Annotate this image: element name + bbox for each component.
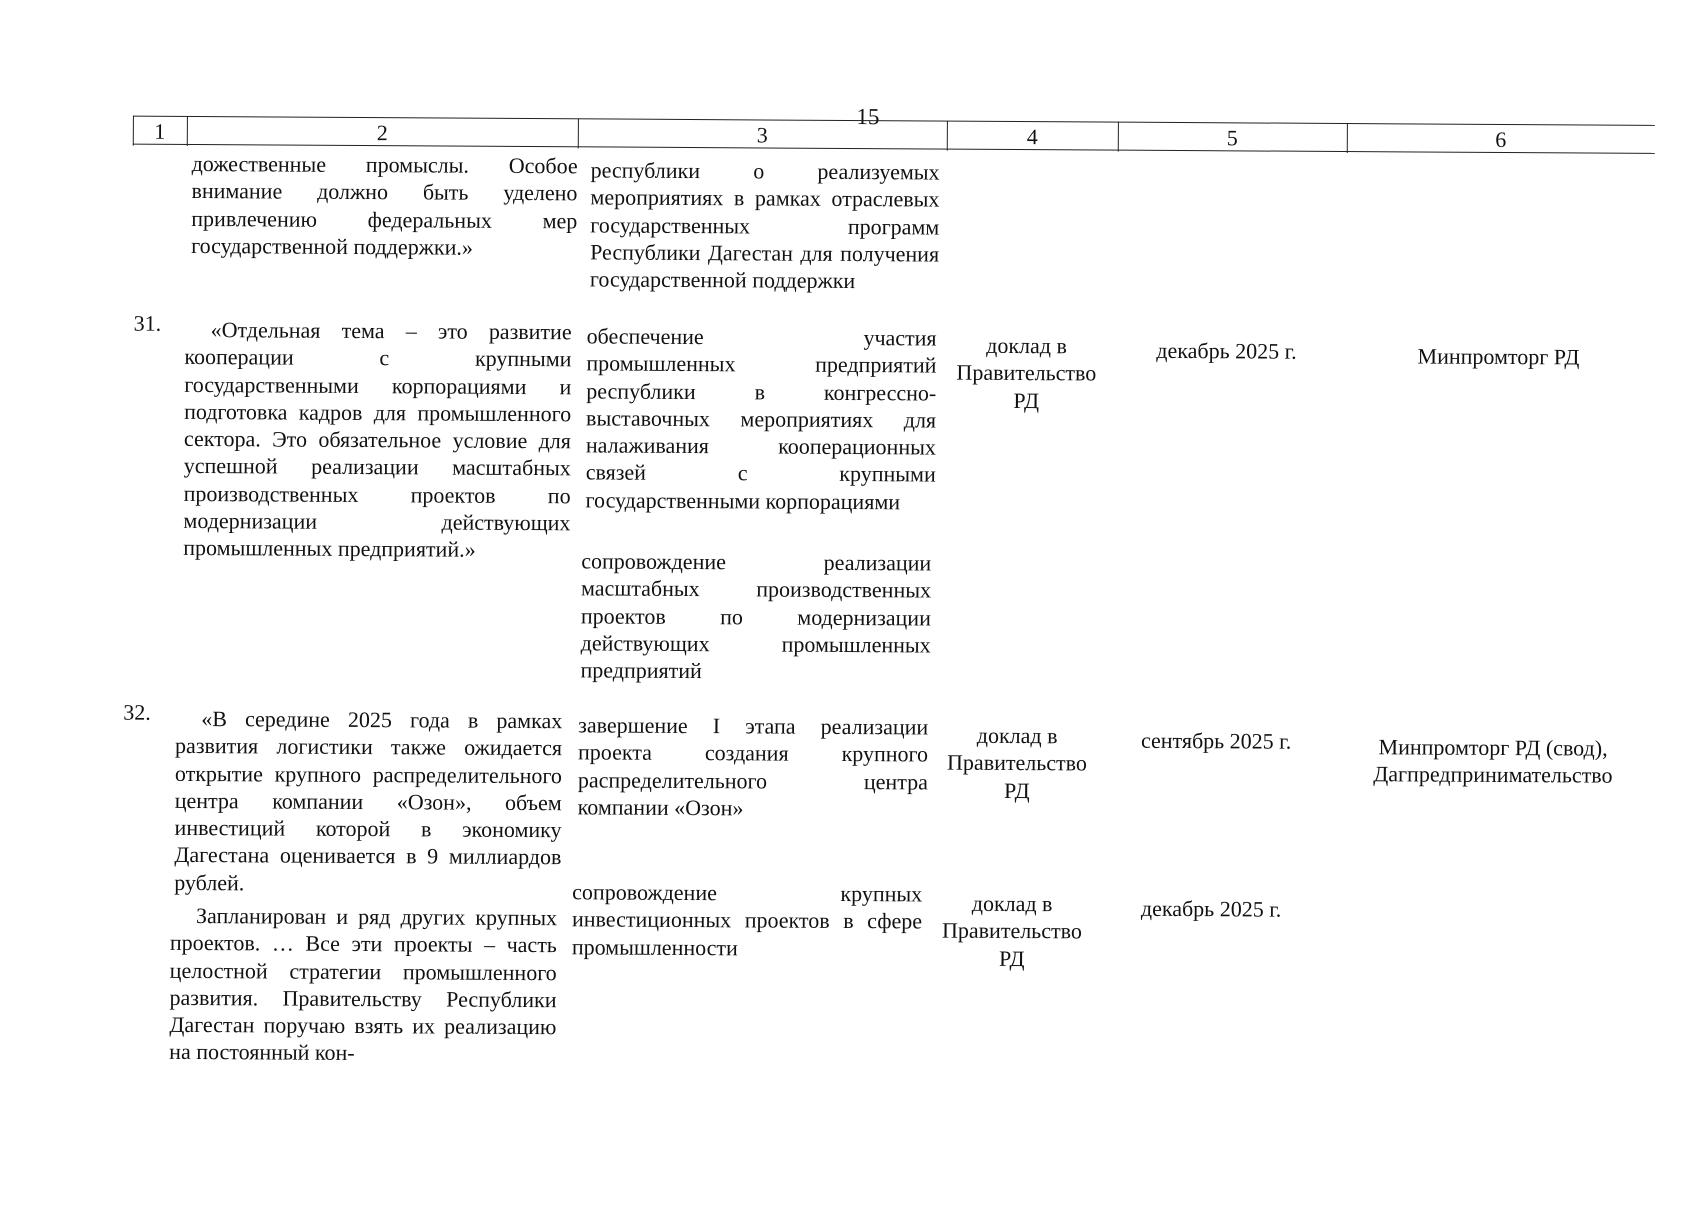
row-32-report-form-1: доклад в Правительство РД xyxy=(947,722,1087,803)
row-31-deadline: декабрь 2025 г. xyxy=(1156,337,1297,364)
row-31-measure-2: сопровождение реализации масштабных производственных проектов по модернизации действующих промышленных предприятий xyxy=(580,548,932,684)
column-header-6: 6 xyxy=(1495,126,1507,153)
row-32-responsible: Минпромторг РД (свод), Дагпредпринимательство xyxy=(1373,734,1613,788)
row-31-responsible: Минпромторг РД xyxy=(1417,343,1580,370)
continuation-measure: республики о реализуемых мероприятиях в рамках отраслевых государственных программ Республики Дагестан для получения государственной поддержки xyxy=(589,157,940,294)
row-number-32: 32. xyxy=(123,699,151,725)
row-32-deadline-2: декабрь 2025 г. xyxy=(1140,895,1282,922)
page-number: 15 xyxy=(856,104,880,130)
continuation-quote: дожественные промыслы. Особое внимание должно быть уделено привлечению федеральных мер государственной поддержки.» xyxy=(191,150,578,260)
column-header-1: 1 xyxy=(154,118,166,144)
row-31-quote: «Отдельная тема – это развитие кооперации с крупными государственными корпорациями и подготовка кадров для промышленного сектора. Это обязательное условие для успешной реализации масштабных производственных проектов по модернизации действующих промышленных предприятий.» xyxy=(183,317,572,563)
row-31-measure-1: обеспечение участия промышленных предприятий республики в конгрессно-выставочных мероприятиях для налаживания кооперационных связей с крупными государственными корпорациями xyxy=(585,323,937,515)
row-32-measure-1: завершение I этапа реализации проекта создания крупного распределительного центра компании «Озон» xyxy=(577,712,929,821)
row-32-quote-paragraph-2: Запланирован и ряд других крупных проектов. … Все эти проекты – часть целостной стратегии промышленного развития. Правительству Республики Дагестан поручаю взять их реализацию на постоянный кон- xyxy=(169,903,558,1066)
row-32-quote-paragraph-1: «В середине 2025 года в рамках развития логистики также ожидается открытие крупного распределительного центра компании «Озон», объем инвестиций которой в экономику Дагестана оценивается в 9 миллиардов рублей. xyxy=(174,706,563,896)
row-32-deadline-1: сентябрь 2025 г. xyxy=(1140,727,1292,754)
row-number-31: 31. xyxy=(133,310,162,336)
row-32-report-form-2: доклад в Правительство РД xyxy=(941,890,1082,971)
column-header-5: 5 xyxy=(1226,125,1238,151)
column-header-3: 3 xyxy=(756,122,768,148)
row-31-report-form: доклад в Правительство РД xyxy=(956,332,1097,413)
column-header-4: 4 xyxy=(1026,124,1038,150)
column-header-2: 2 xyxy=(376,120,388,146)
row-32-measure-2: сопровождение крупных инвестиционных проектов в сфере промышленности xyxy=(571,879,923,960)
